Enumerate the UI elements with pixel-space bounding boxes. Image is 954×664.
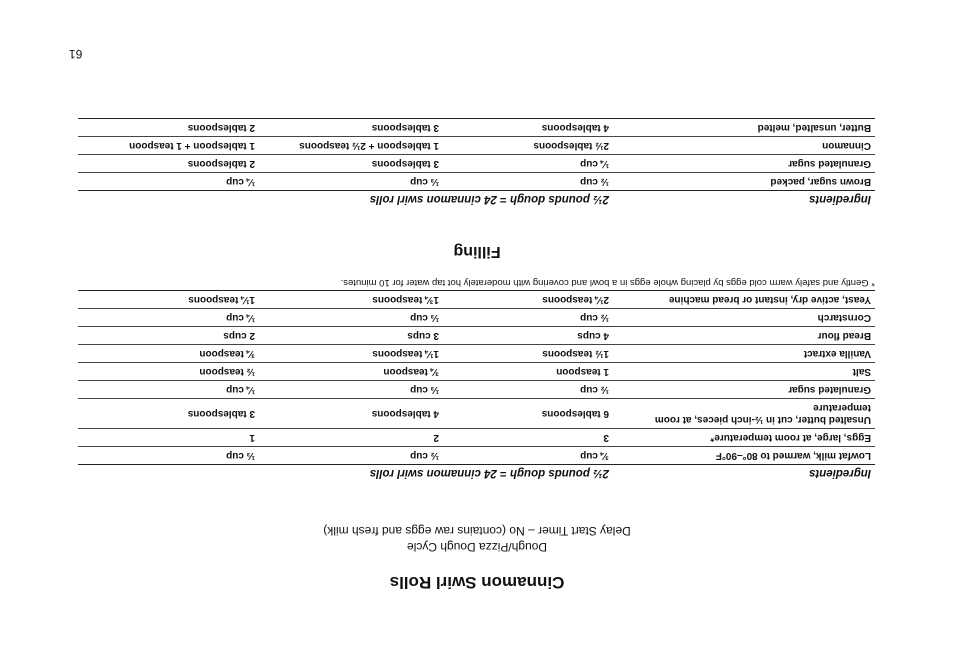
amount-large-cell: 4 cups — [443, 327, 613, 345]
ingredient-cell: Brown sugar, packed — [613, 173, 875, 191]
ingredient-cell: Unsalted butter, cut in ½-inch pieces, at room temperature — [613, 399, 875, 429]
table-row — [78, 327, 875, 345]
amount-large-cell: 6 tablespoons — [443, 399, 613, 429]
ingredient-cell: Butter, unsalted, melted — [613, 119, 875, 137]
amount-large-cell: 1½ teaspoons — [443, 345, 613, 363]
amount-medium-cell: ⅓ cup — [259, 381, 443, 399]
amount-large-cell: ½ cup — [443, 173, 613, 191]
amount-medium-cell: ¾ teaspoon — [259, 363, 443, 381]
amount-small-cell: ¾ teaspoon — [78, 345, 259, 363]
table-row — [78, 447, 875, 465]
table-row — [78, 119, 875, 137]
table-row — [78, 155, 875, 173]
ingredient-cell: Lowfat milk, warmed to 80°–90°F — [613, 447, 875, 465]
amount-medium-cell: ⅓ cup — [259, 173, 443, 191]
amount-small-cell: 2 tablespoons — [78, 119, 259, 137]
amount-small-cell: 1 — [78, 429, 259, 447]
amount-small-cell: ¼ cup — [78, 381, 259, 399]
table-row — [78, 291, 875, 309]
amount-small-cell: ½ teaspoon — [78, 363, 259, 381]
table-row — [78, 363, 875, 381]
amount-small-cell: 1¼ teaspoons — [78, 291, 259, 309]
ingredient-cell: Salt — [613, 363, 875, 381]
amount-large-cell: 2½ tablespoons — [443, 137, 613, 155]
table-row — [78, 429, 875, 447]
amount-medium-cell: 3 tablespoons — [259, 155, 443, 173]
amount-medium-cell: 1 tablespoon + 2½ teaspoons — [259, 137, 443, 155]
amount-large-cell: ½ cup — [443, 309, 613, 327]
dough-ingredients-table — [78, 290, 875, 482]
amount-small-cell: ¼ cup — [78, 173, 259, 191]
delay-note: Delay Start Timer – No (contains raw eggs and fresh milk) — [323, 524, 631, 538]
ingredient-cell: Eggs, large, at room temperature* — [613, 429, 875, 447]
amount-small-cell: 2 tablespoons — [78, 155, 259, 173]
amount-small-cell: 2 cups — [78, 327, 259, 345]
amount-large-cell: 1 teaspoon — [443, 363, 613, 381]
filling-title: Filling — [453, 243, 501, 260]
amount-medium-cell: 4 tablespoons — [259, 399, 443, 429]
amount-medium-cell: 1¾ teaspoons — [259, 291, 443, 309]
amount-small-cell: ¼ cup — [78, 309, 259, 327]
header-yield: 2½ pounds dough = 24 cinnamon swirl rolls — [78, 191, 613, 209]
table-row — [78, 309, 875, 327]
amount-large-cell: ½ cup — [443, 381, 613, 399]
ingredient-cell: Cinnamon — [613, 137, 875, 155]
amount-medium-cell: ⅓ cup — [259, 309, 443, 327]
ingredient-cell: Yeast, active dry, instant or bread machine — [613, 291, 875, 309]
ingredient-cell: Bread flour — [613, 327, 875, 345]
ingredient-cell: Granulated sugar — [613, 155, 875, 173]
page-number: 61 — [69, 47, 83, 61]
table-row — [78, 137, 875, 155]
amount-large-cell: 4 tablespoons — [443, 119, 613, 137]
amount-small-cell: 1 tablespoon + 1 teaspoon — [78, 137, 259, 155]
ingredient-cell: Granulated sugar — [613, 381, 875, 399]
ingredient-cell: Cornstarch — [613, 309, 875, 327]
amount-large-cell: ¼ cup — [443, 155, 613, 173]
header-yield: 2½ pounds dough = 24 cinnamon swirl rolls — [78, 465, 613, 483]
header-ingredients: Ingredients — [613, 191, 875, 209]
amount-large-cell: 3 — [443, 429, 613, 447]
recipe-title: Cinnamon Swirl Rolls — [389, 573, 565, 592]
filling-ingredients-table — [78, 118, 875, 208]
egg-footnote: * Gently and safely warm cold eggs by placing whole eggs in a bowl and covering with moderately hot tap water for 10 minutes. — [340, 277, 875, 288]
table-header-row — [78, 191, 875, 209]
amount-small-cell: 3 tablespoons — [78, 399, 259, 429]
table-header-row — [78, 465, 875, 483]
amount-medium-cell: ½ cup — [259, 447, 443, 465]
ingredient-cell: Vanilla extract — [613, 345, 875, 363]
amount-medium-cell: 3 cups — [259, 327, 443, 345]
amount-medium-cell: 1¼ teaspoons — [259, 345, 443, 363]
amount-large-cell: 2¼ teaspoons — [443, 291, 613, 309]
amount-medium-cell: 3 tablespoons — [259, 119, 443, 137]
table-row — [78, 173, 875, 191]
table-row — [78, 381, 875, 399]
header-ingredients: Ingredients — [613, 465, 875, 483]
amount-small-cell: ⅓ cup — [78, 447, 259, 465]
amount-medium-cell: 2 — [259, 429, 443, 447]
cycle-subtitle: Dough/Pizza Dough Cycle — [406, 540, 548, 554]
table-row — [78, 399, 875, 429]
amount-large-cell: ¾ cup — [443, 447, 613, 465]
table-row — [78, 345, 875, 363]
